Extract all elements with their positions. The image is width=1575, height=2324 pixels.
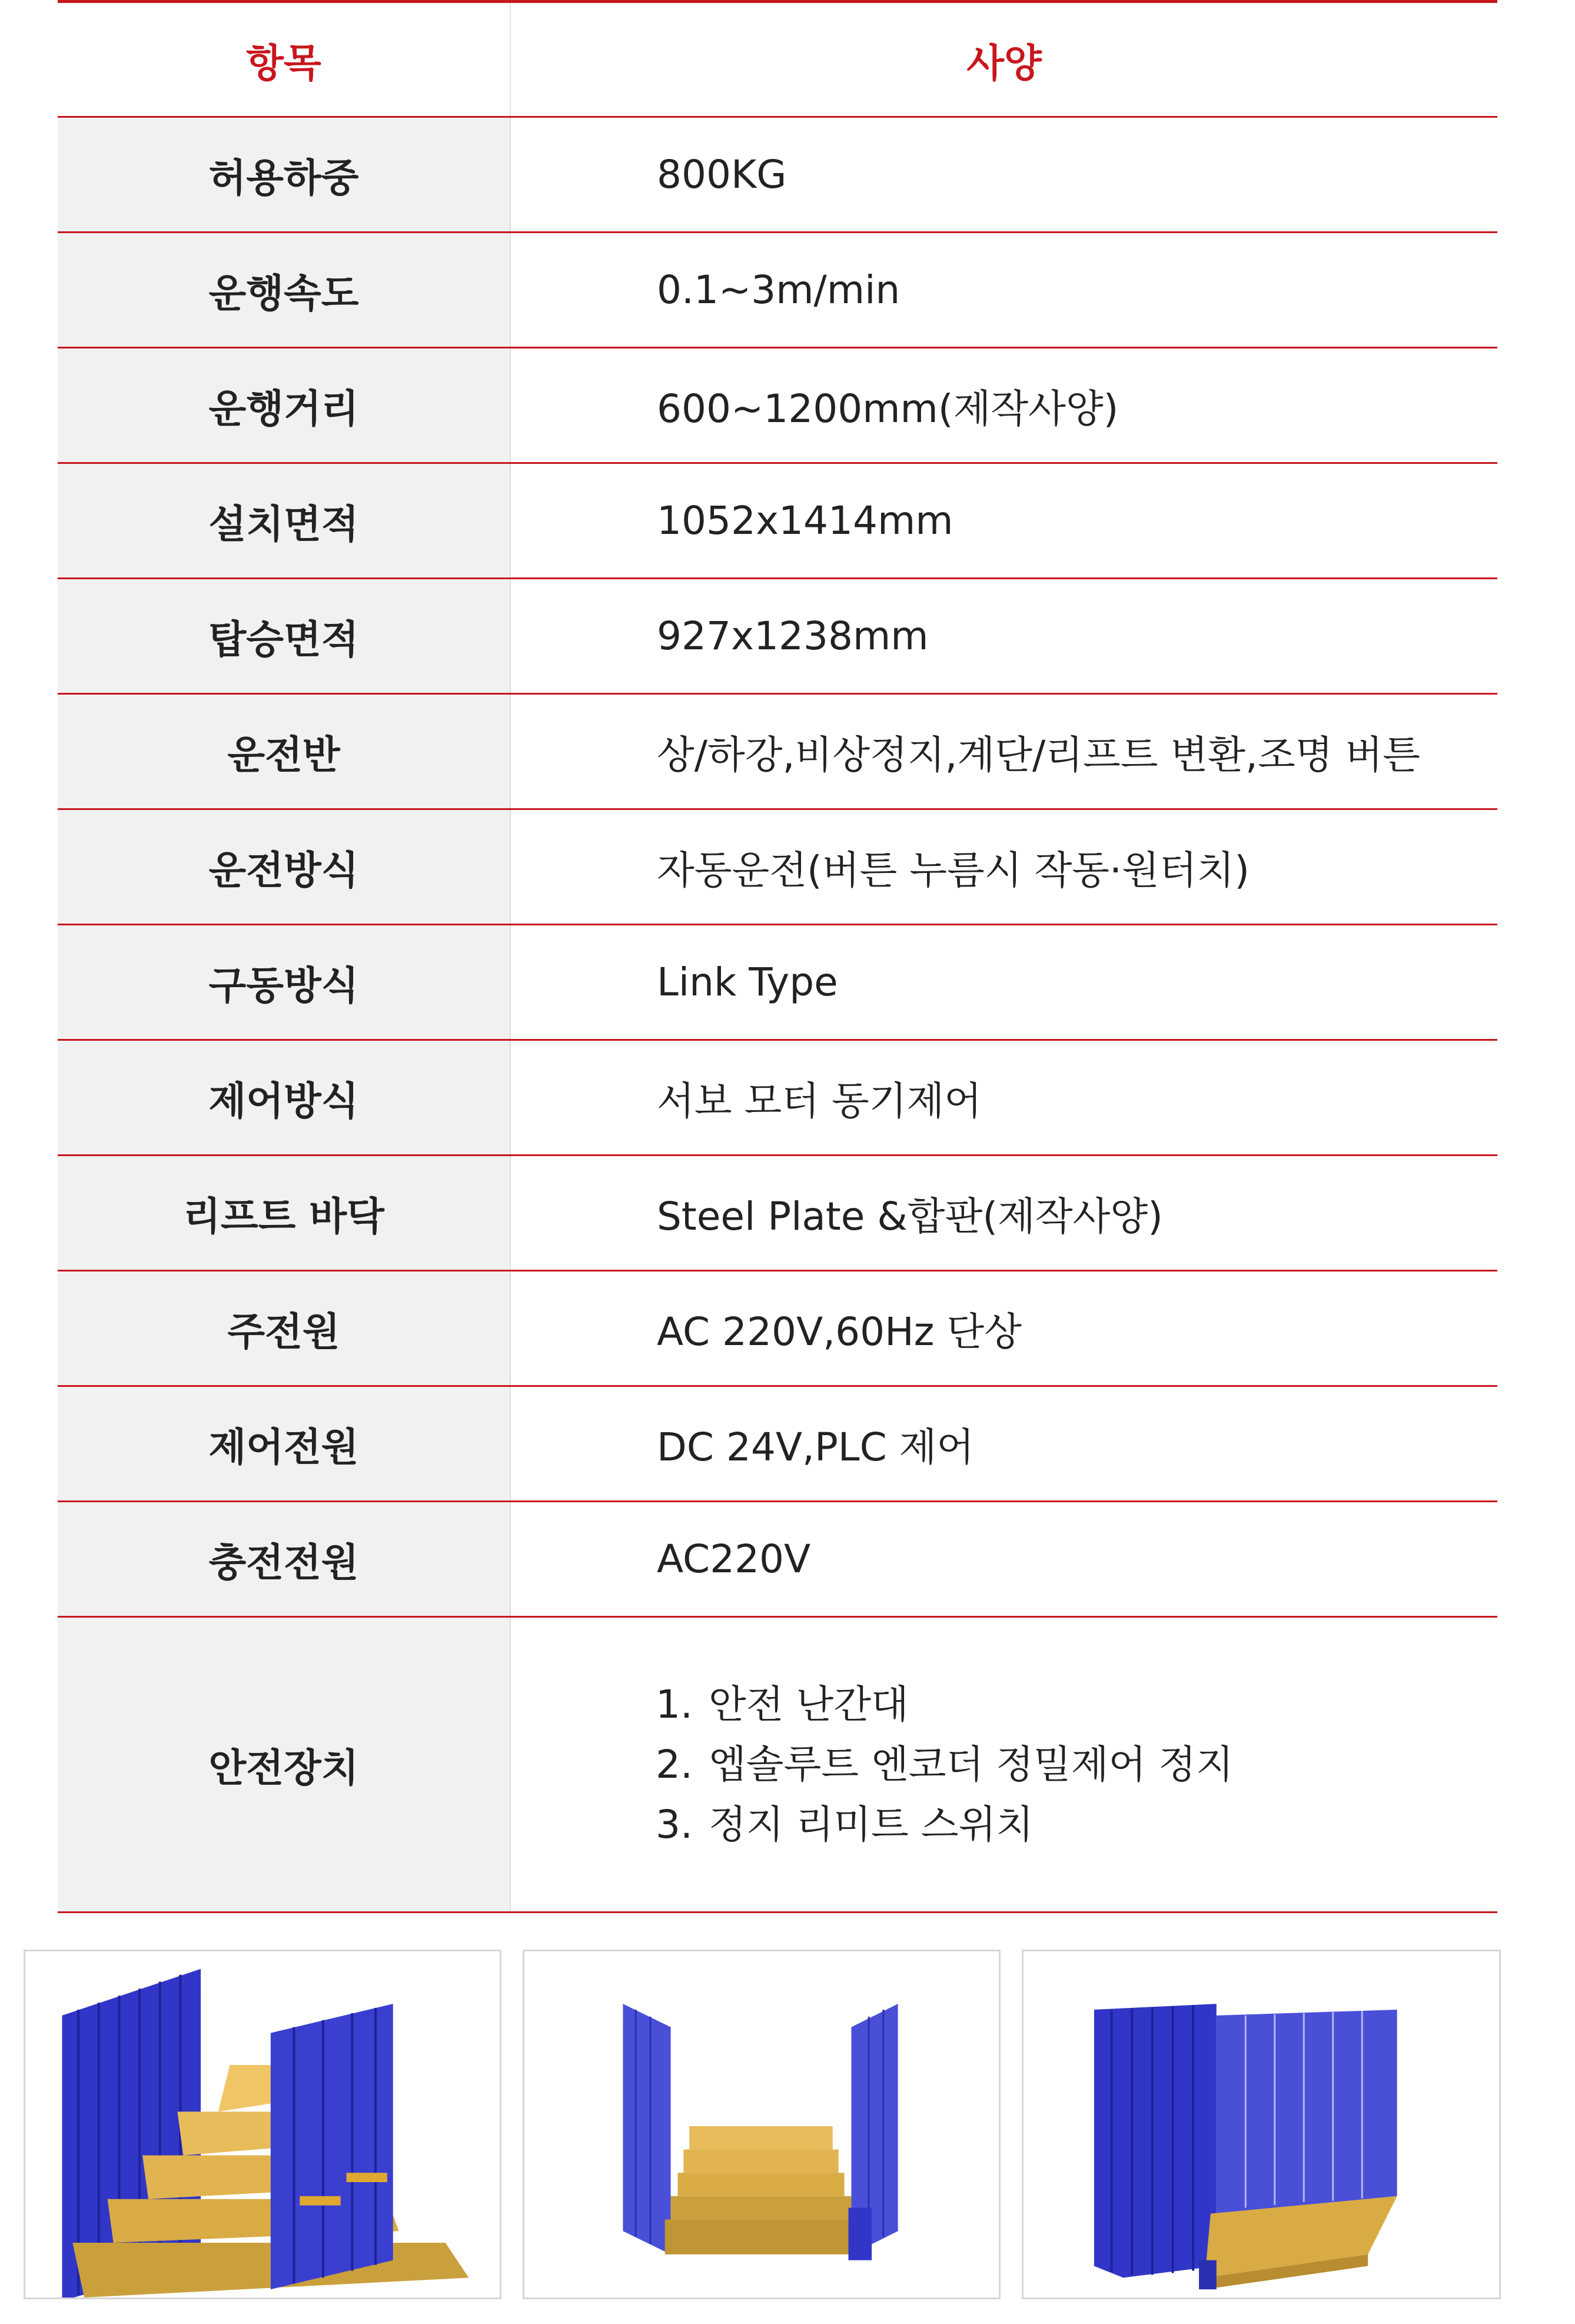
- row-value: 0.1~3m/min: [657, 267, 901, 313]
- spec-table: [58, 0, 1497, 1913]
- row-value: 927x1238mm: [657, 613, 929, 659]
- header-spec: 사양: [966, 40, 1042, 86]
- row-value: Steel Plate &합판(제작사양): [657, 1194, 1163, 1239]
- table-row: [58, 1502, 1497, 1618]
- table-row: [58, 925, 1497, 1041]
- table-row: [58, 695, 1497, 810]
- table-row: [58, 233, 1497, 348]
- product-photo-platform[interactable]: [1022, 1950, 1501, 2299]
- row-value: 800KG: [657, 152, 787, 197]
- product-photo-angle[interactable]: [24, 1950, 501, 2299]
- list-item: [644, 1795, 1234, 1855]
- row-value: 서보 모터 동기제어: [657, 1078, 982, 1124]
- row-label: 운전반: [58, 695, 511, 808]
- list-item: [644, 1735, 1234, 1795]
- product-photo-front[interactable]: [523, 1950, 1001, 2299]
- table-row: [58, 348, 1497, 464]
- table-row: [58, 1041, 1497, 1156]
- table-row: [58, 1156, 1497, 1271]
- list-number: 3.: [656, 1801, 693, 1847]
- table-row: [58, 810, 1497, 925]
- table-header: [58, 0, 1497, 118]
- list-item: [644, 1675, 1234, 1735]
- stair-lift-front-view-icon: [524, 1951, 999, 2298]
- list-number: 2.: [656, 1741, 693, 1787]
- row-value: 상/하강,비상정지,계단/리프트 변환,조명 버튼: [657, 732, 1420, 778]
- table-row: [58, 464, 1497, 579]
- stair-lift-angle-view-icon: [25, 1951, 500, 2298]
- lift-platform-mode-view-icon: [1024, 1951, 1499, 2298]
- table-row: [58, 1271, 1497, 1387]
- row-value: 600~1200mm(제작사양): [657, 386, 1119, 431]
- product-gallery: [24, 1950, 1501, 2300]
- table-row: [58, 579, 1497, 695]
- row-label: 리프트 바닥: [58, 1156, 511, 1270]
- row-label: 충전전원: [58, 1502, 511, 1616]
- safety-list-cell: [511, 1618, 1497, 1911]
- row-label: 안전장치: [58, 1618, 511, 1911]
- row-value: DC 24V,PLC 제어: [657, 1425, 975, 1470]
- list-text: 정지 리미트 스위치: [709, 1801, 1034, 1847]
- row-label: 제어전원: [58, 1387, 511, 1500]
- list-text: 엡솔루트 엔코더 정밀제어 정지: [709, 1741, 1234, 1787]
- row-value: 1052x1414mm: [657, 498, 953, 543]
- row-label: 운행속도: [58, 233, 511, 347]
- list-text: 안전 난간대: [709, 1681, 909, 1727]
- row-label: 제어방식: [58, 1041, 511, 1154]
- row-label: 구동방식: [58, 925, 511, 1039]
- row-label: 설치면적: [58, 464, 511, 577]
- row-label: 탑승면적: [58, 579, 511, 693]
- header-item: 항목: [58, 3, 511, 116]
- row-label: 허용하중: [58, 118, 511, 231]
- safety-list: [644, 1675, 1234, 1855]
- table-row: [58, 118, 1497, 233]
- row-value: AC 220V,60Hz 단상: [657, 1309, 1022, 1354]
- row-label: 운행거리: [58, 348, 511, 462]
- table-row: [58, 1387, 1497, 1502]
- row-value: Link Type: [657, 960, 838, 1005]
- row-label: 주전원: [58, 1271, 511, 1385]
- list-number: 1.: [656, 1681, 693, 1727]
- table-row-safety: [58, 1618, 1497, 1913]
- row-value: AC220V: [657, 1536, 811, 1582]
- row-label: 운전방식: [58, 810, 511, 924]
- row-value: 자동운전(버튼 누름시 작동·원터치): [657, 848, 1250, 893]
